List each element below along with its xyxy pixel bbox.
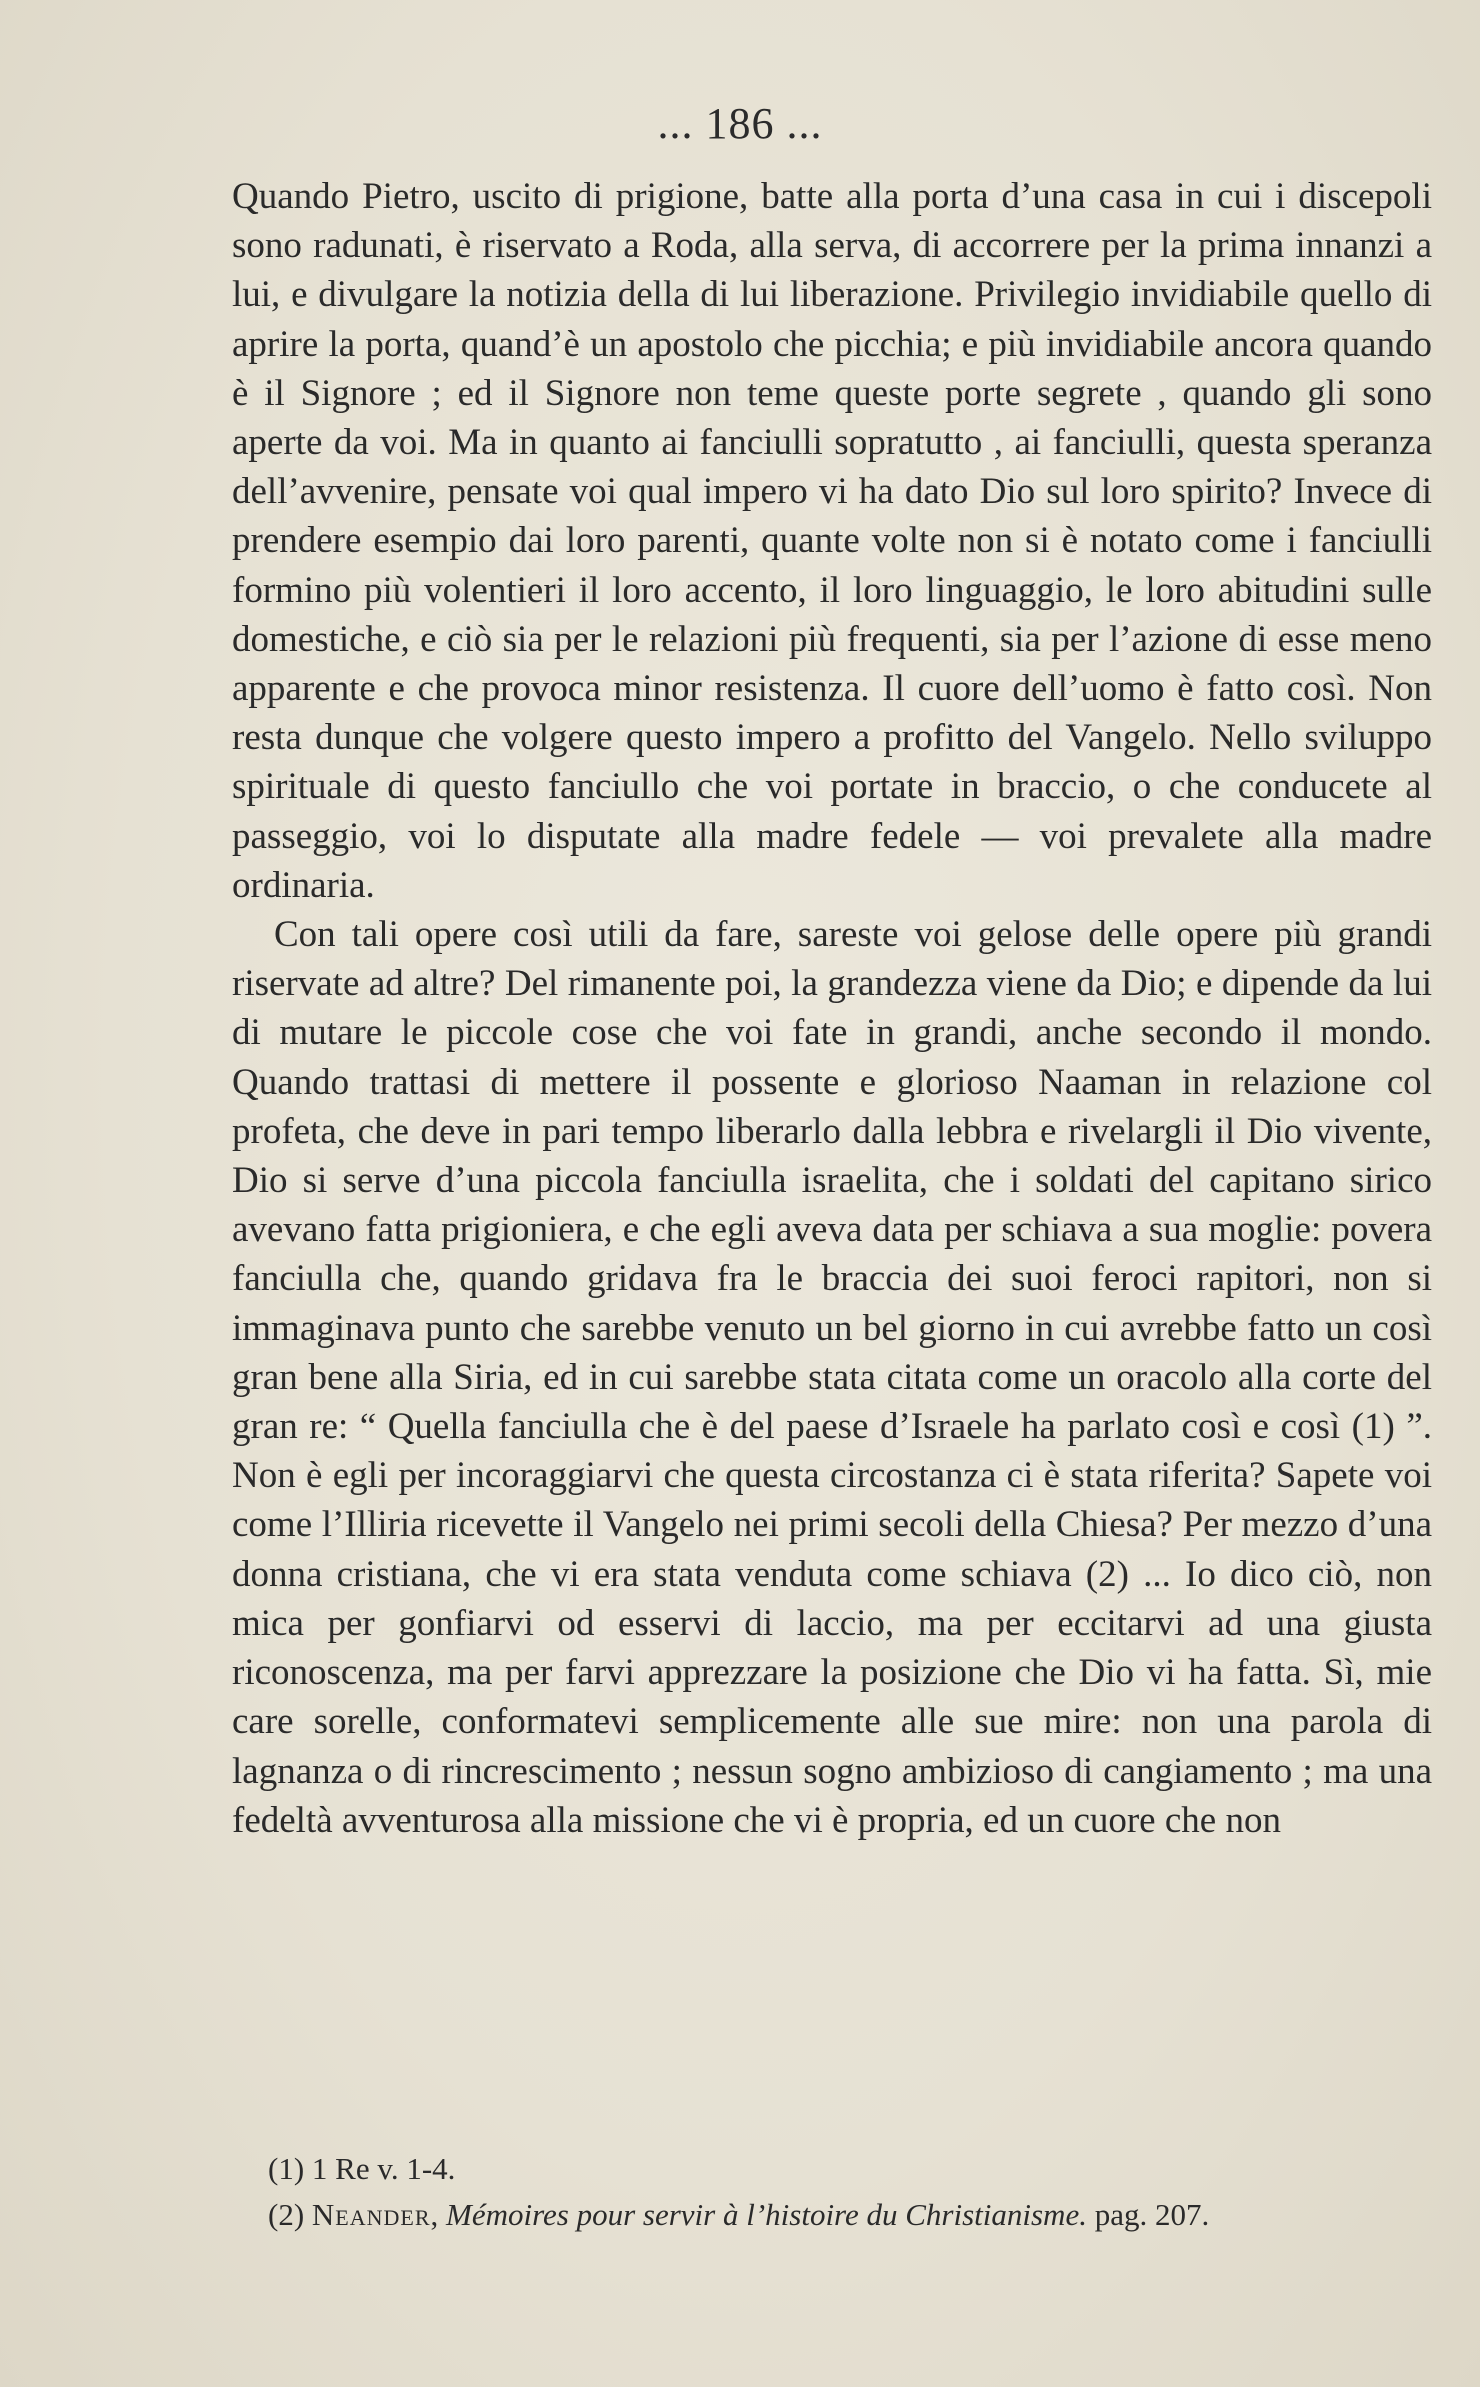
paragraph: Quando Pietro, uscito di prigione, batte alla porta d’una casa in cui i discepoli sono radunati, è riservato a Roda, alla serva, di accorrere per la prima innanzi a lui, e divulgare la notizia della di lui liberazione. Privilegio invidiabile quello di aprire la porta, quand’è un apostolo che picchia; e più invidiabile ancora quando è il Signore ; ed il Signore non teme queste porte segrete , quando gli sono aperte da voi. Ma in quanto ai fanciulli sopratutto , ai fanciulli, questa speranza dell’avvenire, pensate voi qual impero vi ha dato Dio sul loro spirito? Invece di prendere esempio dai loro parenti, quante volte non si è notato come i fanciulli formino più volentieri il loro accento, il loro linguaggio, le loro abitudini sulle domestiche, e ciò sia per le relazioni più frequenti, sia per l’azione di esse meno apparente e che provoca minor resistenza. Il cuore dell’uomo è fatto così. Non resta dunque che volgere questo impero a profitto del Vangelo. Nello sviluppo spirituale di questo fanciullo che voi portate in braccio, o che conducete al passeggio, voi lo disputate alla madre fedele — voi prevalete alla madre ordinaria.	[232, 176, 1432, 906]
footnote-author: Neander	[311, 2197, 431, 2232]
page-number: ... 186 ...	[657, 99, 823, 148]
footnote-1	[268, 2146, 1418, 2192]
footnote-2	[268, 2192, 1418, 2238]
footnotes	[268, 2146, 1418, 2238]
footnote-separator: ,	[430, 2197, 447, 2232]
footnote-reference: pag. 207.	[1094, 2197, 1210, 2232]
footnote-title: Mémoires pour servir à l’histoire du Christianisme.	[446, 2197, 1087, 2232]
footnote-marker: (2)	[268, 2197, 305, 2232]
footnote-marker: (1)	[268, 2151, 305, 2186]
footnote-text: 1 Re v. 1-4.	[311, 2151, 456, 2186]
body-text	[232, 172, 1432, 1845]
paragraph: Con tali opere così utili da fare, sareste voi gelose delle opere più grandi riservate ad altre? Del rimanente poi, la grandezza viene da Dio; e dipende da lui di mutare le piccole cose che voi fate in grandi, anche secondo il mondo. Quando trattasi di mettere il possente e glorioso Naaman in relazione col profeta, che deve in pari tempo liberarlo dalla lebbra e rivelargli il Dio vivente, Dio si serve d’una piccola fanciulla israelita, che i soldati del capitano sirico avevano fatta prigioniera, e che egli aveva data per schiava a sua moglie: povera fanciulla che, quando gridava fra le braccia dei suoi feroci rapitori, non si immaginava punto che sarebbe venuto un bel giorno in cui avrebbe fatto un così gran bene alla Siria, ed in cui sarebbe stata citata come un oracolo alla corte del gran re: “ Quella fanciulla che è del paese d’Israele ha parlato così e così (1) ”. Non è egli per incoraggiarvi che questa circostanza ci è stata riferita? Sapete voi come l’Illiria ricevette il Vangelo nei primi secoli della Chiesa? Per mezzo d’una donna cristiana, che vi era stata venduta come schiava (2) ... Io dico ciò, non mica per gonfiarvi od esservi di laccio, ma per eccitarvi ad una giusta riconoscenza, ma per farvi apprezzare la posizione che Dio vi ha fatta. Sì, mie care sorelle, conformatevi semplicemente alle sue mire: non una parola di lagnanza o di rincrescimento ; nessun sogno ambizioso di cangiamento ; ma una fedeltà avventurosa alla missione che vi è propria, ed un cuore che non	[232, 914, 1432, 1841]
